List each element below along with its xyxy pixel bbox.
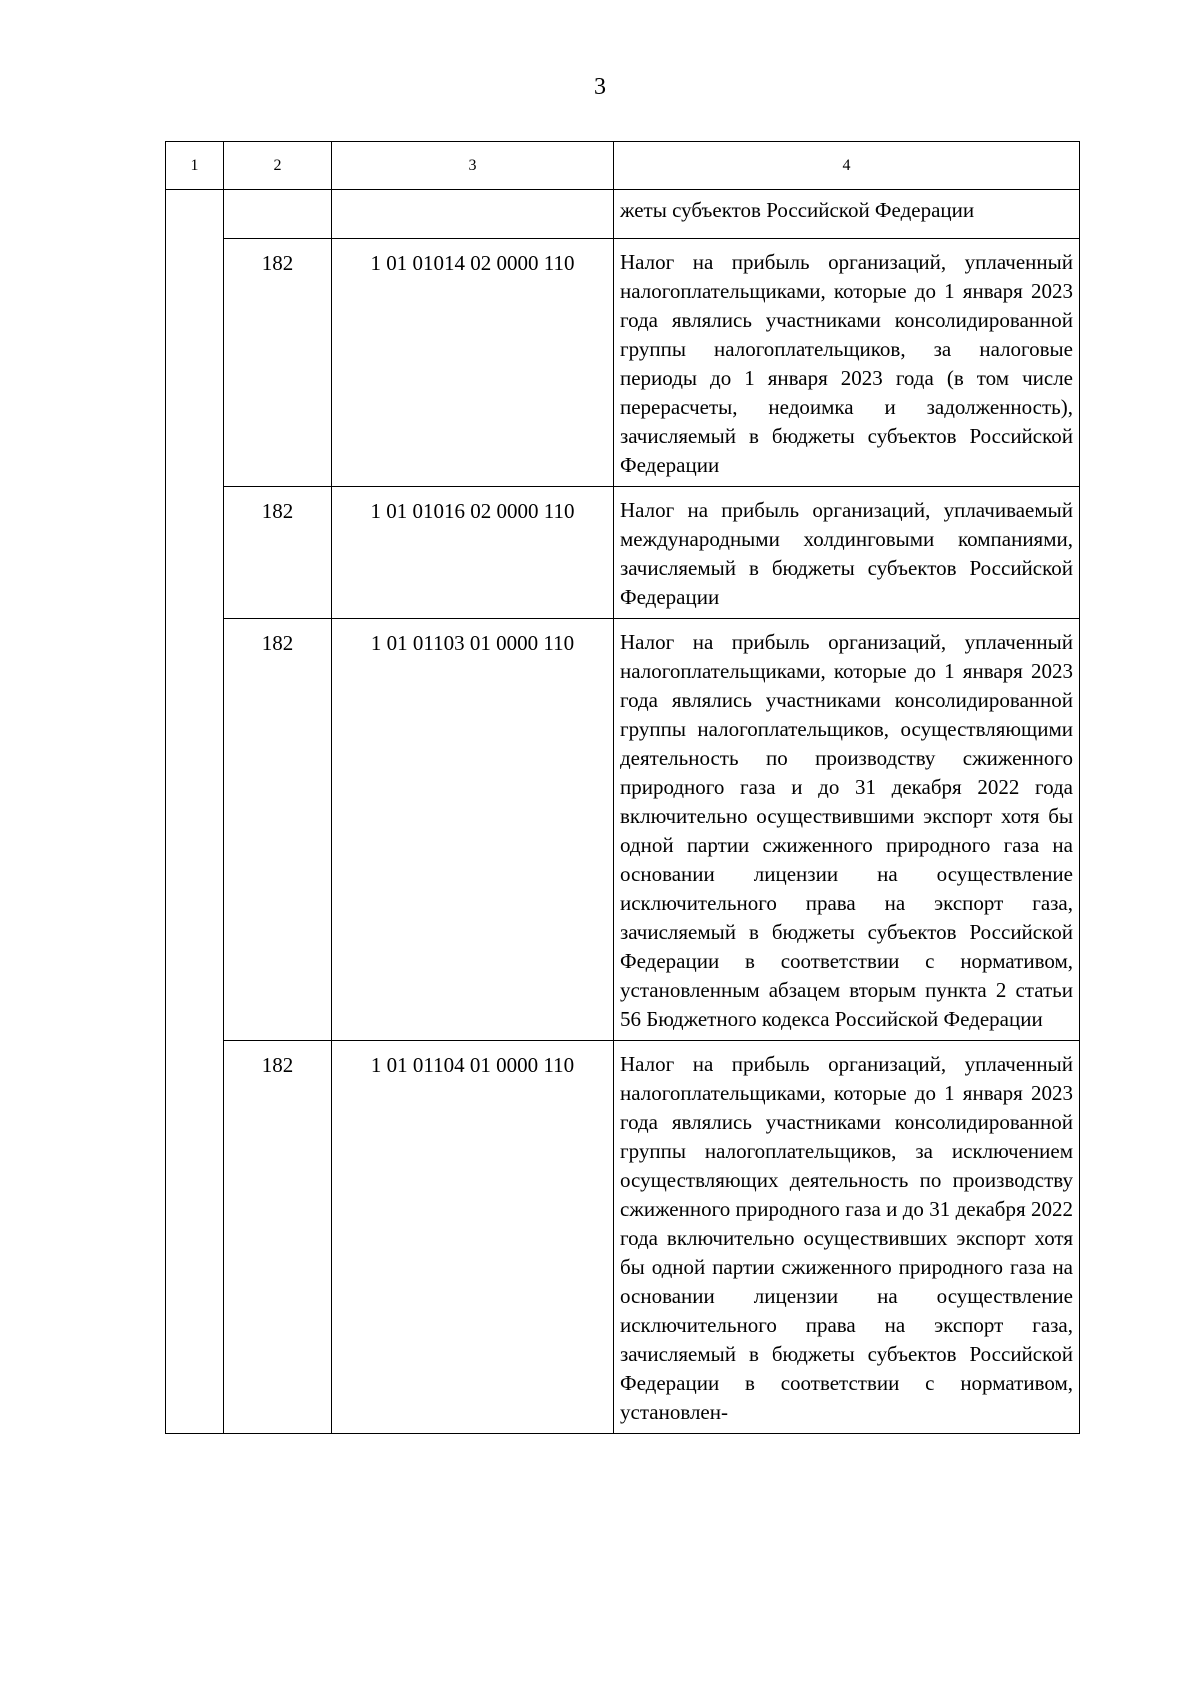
table-row — [166, 239, 1080, 487]
budget-classification-table — [165, 141, 1080, 1434]
table-row — [166, 190, 1080, 239]
admin-code-cell — [224, 190, 332, 239]
table-row — [166, 1041, 1080, 1434]
header-cell-4: 4 — [614, 142, 1080, 190]
table-row — [166, 619, 1080, 1041]
header-cell-1: 1 — [166, 142, 224, 190]
description-cell: Налог на прибыль организаций, уплаченный налогоплательщиками, которые до 1 января 2023 года являлись участниками консолидированной группы налогоплательщиков, за налоговые периоды до 1 января 2023 года (в том числе перерасчеты, недоимка и задолженность), зачисляемый в бюджеты субъектов Российской Федерации — [614, 239, 1080, 487]
admin-code-cell: 182 — [224, 1041, 332, 1434]
revenue-code-cell: 1 01 01104 01 0000 110 — [332, 1041, 614, 1434]
header-cell-3: 3 — [332, 142, 614, 190]
revenue-code-cell: 1 01 01103 01 0000 110 — [332, 619, 614, 1041]
admin-code-cell: 182 — [224, 619, 332, 1041]
description-cell: Налог на прибыль организаций, уплачиваемый международными холдинговыми компаниями, зачисляемый в бюджеты субъектов Российской Федерации — [614, 487, 1080, 619]
page-number: 3 — [594, 74, 606, 100]
admin-code-cell: 182 — [224, 487, 332, 619]
table-header-row — [166, 142, 1080, 190]
description-cell: Налог на прибыль организаций, уплаченный налогоплательщиками, которые до 1 января 2023 года являлись участниками консолидированной группы налогоплательщиков, осуществляющими деятельность по производству сжиженного природного газа и до 31 декабря 2022 года включительно осуществившими экспорт хотя бы одной партии сжиженного природного газа на основании лицензии на осуществление исключительного права на экспорт газа, зачисляемый в бюджеты субъектов Российской Федерации в соответствии с нормативом, установленным абзацем вторым пункта 2 статьи 56 Бюджетного кодекса Российской Федерации — [614, 619, 1080, 1041]
table-row — [166, 487, 1080, 619]
description-cell: жеты субъектов Российской Федерации — [614, 190, 1080, 239]
header-cell-2: 2 — [224, 142, 332, 190]
column-1-cell — [166, 190, 224, 1434]
revenue-code-cell: 1 01 01016 02 0000 110 — [332, 487, 614, 619]
revenue-code-cell — [332, 190, 614, 239]
admin-code-cell: 182 — [224, 239, 332, 487]
revenue-code-cell: 1 01 01014 02 0000 110 — [332, 239, 614, 487]
description-cell: Налог на прибыль организаций, уплаченный налогоплательщиками, которые до 1 января 2023 года являлись участниками консолидированной группы налогоплательщиков, за исключением осуществляющих деятельность по производству сжиженного природного газа и до 31 декабря 2022 года включительно осуществивших экспорт хотя бы одной партии сжиженного природного газа на основании лицензии на осуществление исключительного права на экспорт газа, зачисляемый в бюджеты субъектов Российской Федерации в соответствии с нормативом, установлен- — [614, 1041, 1080, 1434]
